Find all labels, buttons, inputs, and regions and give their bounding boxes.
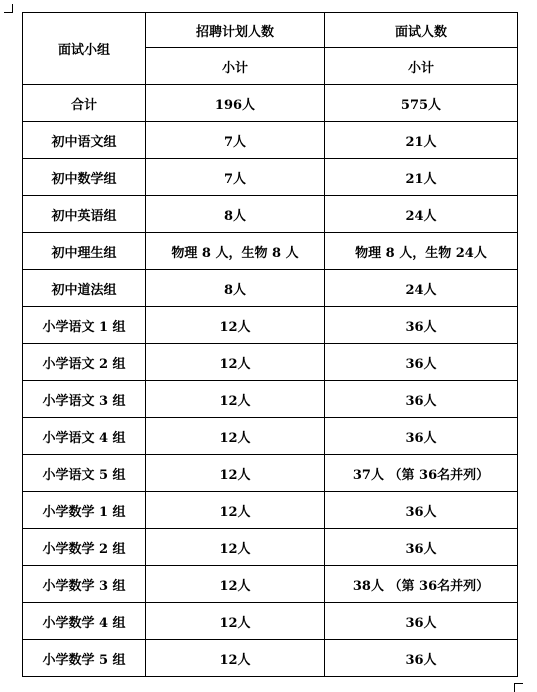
interview-cell: 36人: [325, 640, 518, 677]
plan-cell: 12人: [146, 307, 325, 344]
interview-cell: 21人: [325, 159, 518, 196]
corner-crop-mark: [4, 4, 13, 13]
plan-cell: 12人: [146, 418, 325, 455]
group-cell: 初中英语组: [23, 196, 146, 233]
interview-cell: 24人: [325, 270, 518, 307]
group-cell: 小学语文 3 组: [23, 381, 146, 418]
group-cell: 小学数学 5 组: [23, 640, 146, 677]
plan-cell: 7人: [146, 159, 325, 196]
group-cell: 小学语文 5 组: [23, 455, 146, 492]
plan-cell: 12人: [146, 640, 325, 677]
plan-cell: 8人: [146, 270, 325, 307]
table-row: [23, 455, 518, 492]
plan-cell: 12人: [146, 381, 325, 418]
plan-cell: 196人: [146, 85, 325, 122]
table-row: [23, 529, 518, 566]
group-cell: 小学数学 3 组: [23, 566, 146, 603]
header-interview-cell: 面试人数: [325, 13, 518, 48]
table-row: [23, 122, 518, 159]
plan-cell: 7人: [146, 122, 325, 159]
header-row: [23, 13, 518, 48]
interview-cell: 36人: [325, 603, 518, 640]
interview-cell: 21人: [325, 122, 518, 159]
group-cell: 合计: [23, 85, 146, 122]
subheader-interview-cell: 小计: [325, 48, 518, 85]
group-cell: 小学语文 1 组: [23, 307, 146, 344]
plan-cell: 12人: [146, 603, 325, 640]
interview-plan-table: [22, 12, 518, 677]
table-row: [23, 85, 518, 122]
header-group-cell: 面试小组: [23, 13, 146, 85]
group-cell: 小学语文 4 组: [23, 418, 146, 455]
group-cell: 初中语文组: [23, 122, 146, 159]
table-row: [23, 603, 518, 640]
table-row: [23, 233, 518, 270]
group-cell: 小学数学 4 组: [23, 603, 146, 640]
interview-cell: 物理 8 人，生物 24人: [325, 233, 518, 270]
group-cell: 小学语文 2 组: [23, 344, 146, 381]
table-row: [23, 566, 518, 603]
group-cell: 初中道法组: [23, 270, 146, 307]
plan-cell: 12人: [146, 455, 325, 492]
plan-cell: 物理 8 人，生物 8 人: [146, 233, 325, 270]
table-body: [23, 85, 518, 677]
group-cell: 初中理生组: [23, 233, 146, 270]
group-cell: 小学数学 2 组: [23, 529, 146, 566]
plan-cell: 12人: [146, 529, 325, 566]
header-plan-cell: 招聘计划人数: [146, 13, 325, 48]
table-row: [23, 381, 518, 418]
table-row: [23, 344, 518, 381]
interview-cell: 36人: [325, 529, 518, 566]
table-row: [23, 307, 518, 344]
group-cell: 初中数学组: [23, 159, 146, 196]
interview-cell: 24人: [325, 196, 518, 233]
table-row: [23, 640, 518, 677]
interview-cell: 36人: [325, 381, 518, 418]
interview-cell: 36人: [325, 492, 518, 529]
subheader-plan-cell: 小计: [146, 48, 325, 85]
plan-cell: 8人: [146, 196, 325, 233]
table-row: [23, 159, 518, 196]
plan-cell: 12人: [146, 344, 325, 381]
interview-cell: 36人: [325, 307, 518, 344]
interview-cell: 575人: [325, 85, 518, 122]
interview-cell: 38人 （第 36名并列）: [325, 566, 518, 603]
table-row: [23, 196, 518, 233]
interview-cell: 36人: [325, 418, 518, 455]
table-row: [23, 270, 518, 307]
interview-cell: 37人 （第 36名并列）: [325, 455, 518, 492]
interview-cell: 36人: [325, 344, 518, 381]
table-row: [23, 418, 518, 455]
plan-cell: 12人: [146, 566, 325, 603]
group-cell: 小学数学 1 组: [23, 492, 146, 529]
plan-cell: 12人: [146, 492, 325, 529]
table-row: [23, 492, 518, 529]
